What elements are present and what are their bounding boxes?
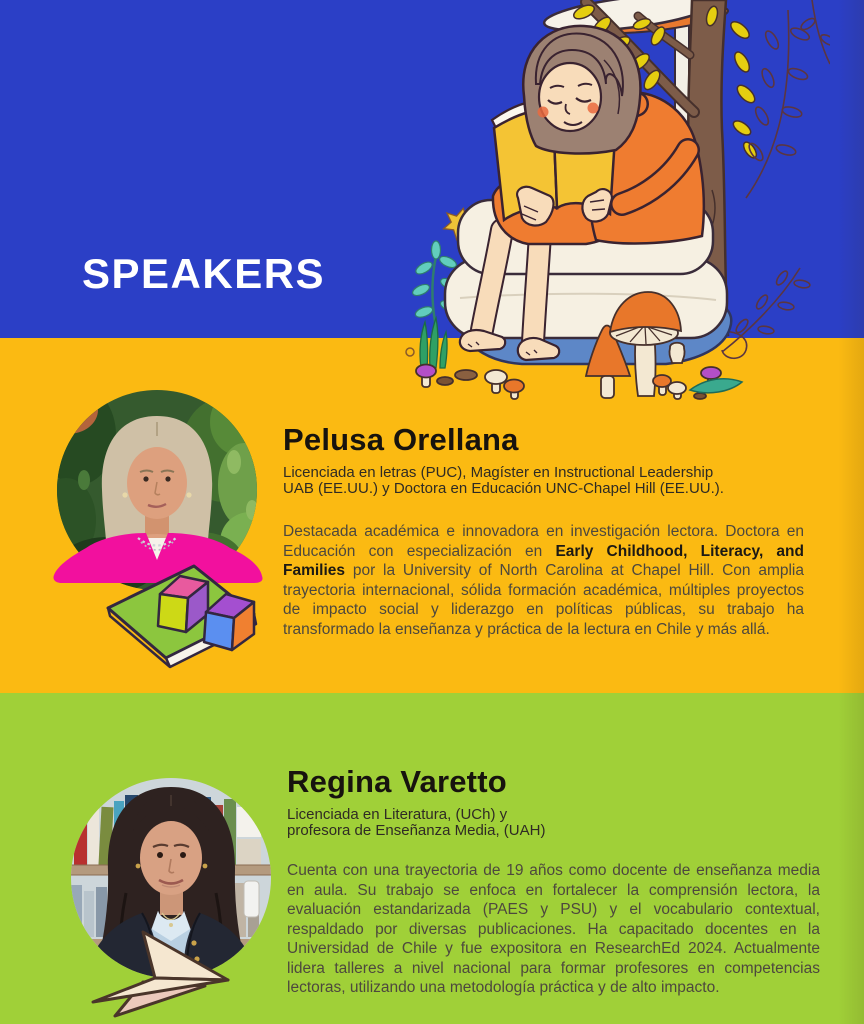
speaker2-credentials: Licenciada en Literatura, (UCh) y profesora de Enseñanza Media, (UAH) (287, 806, 546, 840)
book-blocks-icon (96, 546, 266, 671)
speaker2-bio: Cuenta con una trayectoria de 19 años como docente de enseñanza media en aula. Su trabajo se enfoca en fortalecer la comprensión lectora, la evaluación estandarizada (PAES y PSU) y el vocabulario contextual, respaldado por diversas publicaciones. Ha capacitado docentes en la Universidad de Chile y fue expositora en ResearchEd 2024. Actualmente lidera talleres a nivel nacional para formar profesores en competencias lectoras, utilizando una metodología práctica y de alto impacto. (287, 862, 820, 997)
speaker1-card (283, 424, 804, 639)
speaker1-credentials: Licenciada en letras (PUC), Magíster en Instructional Leadership UAB (EE.UU.) y Doctora en Educación UNC-Chapel Hill (EE.UU.). (283, 464, 724, 498)
speaker2-card (287, 766, 820, 998)
speaker2-name: Regina Varetto (287, 764, 507, 799)
paper-airplane-icon (85, 922, 235, 1020)
girl-head (523, 26, 640, 154)
speaker1-bio: Destacada académica e innovadora en investigación lectora. Doctora en Educación con especialización en Early Childhood, Literacy, and Families por la University of North Carolina at Chapel Hill. Con amplia trayectoria internacional, sólida formación académica, múltiples proyectos de impacto social y liderazgo en políticas públicas, su trabajo ha transformado la enseñanza y práctica de la lectura en Chile y más allá. (283, 523, 804, 638)
reading-girl-illustration (390, 0, 830, 400)
speaker1-name: Pelusa Orellana (283, 422, 519, 457)
page-title: SPEAKERS (82, 250, 326, 297)
